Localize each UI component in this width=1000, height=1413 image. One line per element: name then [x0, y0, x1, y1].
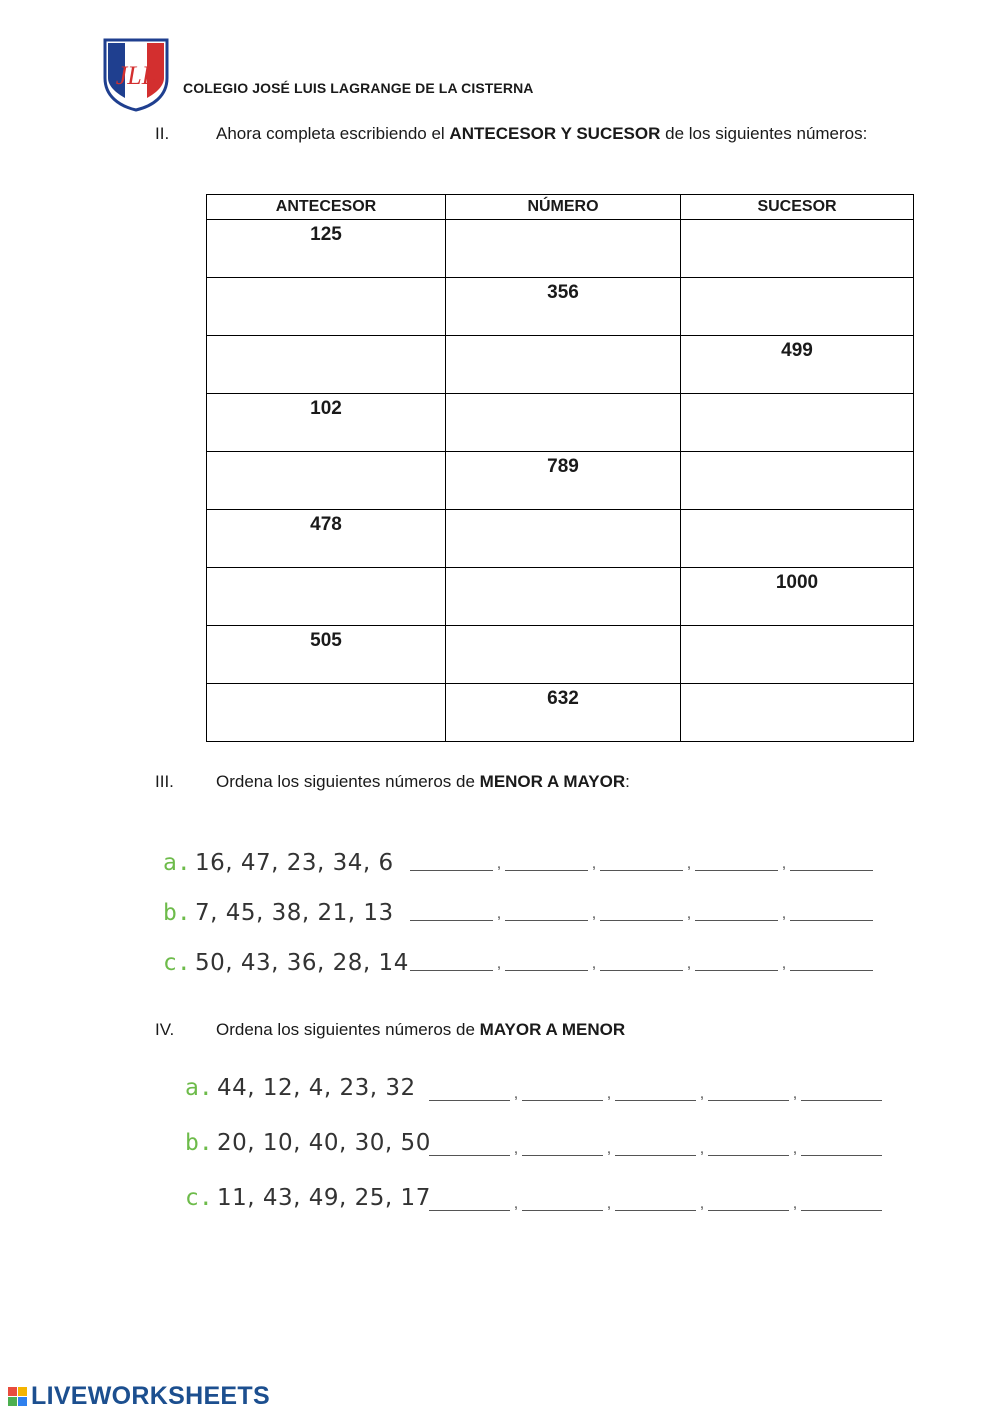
answer-blank[interactable]	[429, 1137, 510, 1156]
cell-antecesor[interactable]	[207, 684, 446, 742]
cell-numero[interactable]: 356	[446, 278, 681, 336]
cell-sucesor[interactable]	[681, 510, 914, 568]
table-header-row	[207, 195, 914, 220]
antecesor-sucesor-table	[206, 194, 914, 742]
answer-blank[interactable]	[790, 952, 873, 971]
table-row	[207, 394, 914, 452]
table-row	[207, 220, 914, 278]
answer-blanks: , , , ,	[429, 1082, 882, 1106]
answer-blank[interactable]	[522, 1137, 603, 1156]
item-letter: c.	[185, 1185, 213, 1211]
answer-blanks: , , , ,	[429, 1137, 882, 1161]
list-item	[0, 950, 1000, 990]
answer-blank[interactable]	[505, 852, 588, 871]
answer-blank[interactable]	[429, 1082, 510, 1101]
table-row	[207, 626, 914, 684]
answer-blank[interactable]	[695, 852, 778, 871]
cell-antecesor[interactable]: 102	[207, 394, 446, 452]
item-numbers: 16, 47, 23, 34, 6	[195, 850, 394, 876]
school-crest-logo	[103, 38, 169, 112]
section-2-instructions: Ahora completa escribiendo el ANTECESOR Y SUCESOR de los siguientes números:	[216, 124, 868, 143]
header-sucesor: SUCESOR	[681, 195, 914, 220]
answer-blanks: , , , ,	[429, 1192, 882, 1216]
cell-numero[interactable]: 632	[446, 684, 681, 742]
answer-blank[interactable]	[429, 1192, 510, 1211]
answer-blank[interactable]	[790, 852, 873, 871]
answer-blank[interactable]	[615, 1192, 696, 1211]
cell-sucesor[interactable]	[681, 452, 914, 510]
section-3-number: III.	[155, 772, 174, 791]
table-row	[207, 568, 914, 626]
table-row	[207, 510, 914, 568]
item-letter: a.	[163, 850, 191, 876]
answer-blanks: , , , ,	[410, 952, 873, 976]
section-4-instructions: Ordena los siguientes números de MAYOR A MENOR	[216, 1020, 626, 1039]
list-item	[0, 900, 1000, 940]
cell-sucesor[interactable]: 499	[681, 336, 914, 394]
section-2-number: II.	[155, 124, 170, 143]
school-name: COLEGIO JOSÉ LUIS LAGRANGE DE LA CISTERNA	[183, 80, 534, 96]
cell-sucesor[interactable]	[681, 684, 914, 742]
cell-numero[interactable]	[446, 336, 681, 394]
liveworksheets-brand-text: LIVEWORKSHEETS	[31, 1382, 270, 1410]
answer-blank[interactable]	[505, 952, 588, 971]
answer-blank[interactable]	[410, 902, 493, 921]
answer-blank[interactable]	[708, 1192, 789, 1211]
section-3-instructions: Ordena los siguientes números de MENOR A MAYOR:	[216, 772, 630, 791]
item-letter: a.	[185, 1075, 213, 1101]
cell-antecesor[interactable]	[207, 278, 446, 336]
answer-blank[interactable]	[801, 1192, 882, 1211]
liveworksheets-blocks-icon	[8, 1387, 27, 1406]
answer-blanks: , , , ,	[410, 852, 873, 876]
list-item	[0, 850, 1000, 890]
item-numbers: 50, 43, 36, 28, 14	[195, 950, 409, 976]
answer-blank[interactable]	[410, 852, 493, 871]
header-antecesor: ANTECESOR	[207, 195, 446, 220]
answer-blank[interactable]	[695, 902, 778, 921]
answer-blank[interactable]	[600, 852, 683, 871]
answer-blank[interactable]	[505, 902, 588, 921]
cell-sucesor[interactable]	[681, 278, 914, 336]
cell-sucesor[interactable]	[681, 220, 914, 278]
cell-antecesor[interactable]: 478	[207, 510, 446, 568]
answer-blank[interactable]	[522, 1192, 603, 1211]
table-row	[207, 684, 914, 742]
answer-blank[interactable]	[695, 952, 778, 971]
item-numbers: 44, 12, 4, 23, 32	[217, 1075, 416, 1101]
cell-antecesor[interactable]	[207, 568, 446, 626]
table-row	[207, 336, 914, 394]
svg-text:JLL: JLL	[115, 61, 157, 90]
item-numbers: 7, 45, 38, 21, 13	[195, 900, 394, 926]
cell-antecesor[interactable]: 505	[207, 626, 446, 684]
answer-blank[interactable]	[522, 1082, 603, 1101]
cell-sucesor[interactable]	[681, 626, 914, 684]
answer-blank[interactable]	[801, 1082, 882, 1101]
answer-blank[interactable]	[600, 902, 683, 921]
answer-blank[interactable]	[790, 902, 873, 921]
item-letter: b.	[185, 1130, 213, 1156]
list-item	[0, 1075, 1000, 1115]
liveworksheets-logo	[8, 1382, 270, 1411]
cell-antecesor[interactable]: 125	[207, 220, 446, 278]
cell-sucesor[interactable]	[681, 394, 914, 452]
item-letter: b.	[163, 900, 191, 926]
header-numero: NÚMERO	[446, 195, 681, 220]
answer-blanks: , , , ,	[410, 902, 873, 926]
answer-blank[interactable]	[708, 1137, 789, 1156]
item-numbers: 11, 43, 49, 25, 17	[217, 1185, 431, 1211]
table-row	[207, 278, 914, 336]
cell-numero[interactable]: 789	[446, 452, 681, 510]
cell-numero[interactable]	[446, 394, 681, 452]
cell-sucesor[interactable]: 1000	[681, 568, 914, 626]
cell-numero[interactable]	[446, 626, 681, 684]
answer-blank[interactable]	[708, 1082, 789, 1101]
answer-blank[interactable]	[600, 952, 683, 971]
answer-blank[interactable]	[615, 1082, 696, 1101]
table-row	[207, 452, 914, 510]
answer-blank[interactable]	[801, 1137, 882, 1156]
cell-numero[interactable]	[446, 220, 681, 278]
section-4-number: IV.	[155, 1020, 175, 1039]
item-numbers: 20, 10, 40, 30, 50	[217, 1130, 431, 1156]
answer-blank[interactable]	[615, 1137, 696, 1156]
item-letter: c.	[163, 950, 191, 976]
list-item	[0, 1130, 1000, 1170]
cell-numero[interactable]	[446, 510, 681, 568]
cell-antecesor[interactable]	[207, 336, 446, 394]
cell-antecesor[interactable]	[207, 452, 446, 510]
answer-blank[interactable]	[410, 952, 493, 971]
cell-numero[interactable]	[446, 568, 681, 626]
list-item	[0, 1185, 1000, 1225]
